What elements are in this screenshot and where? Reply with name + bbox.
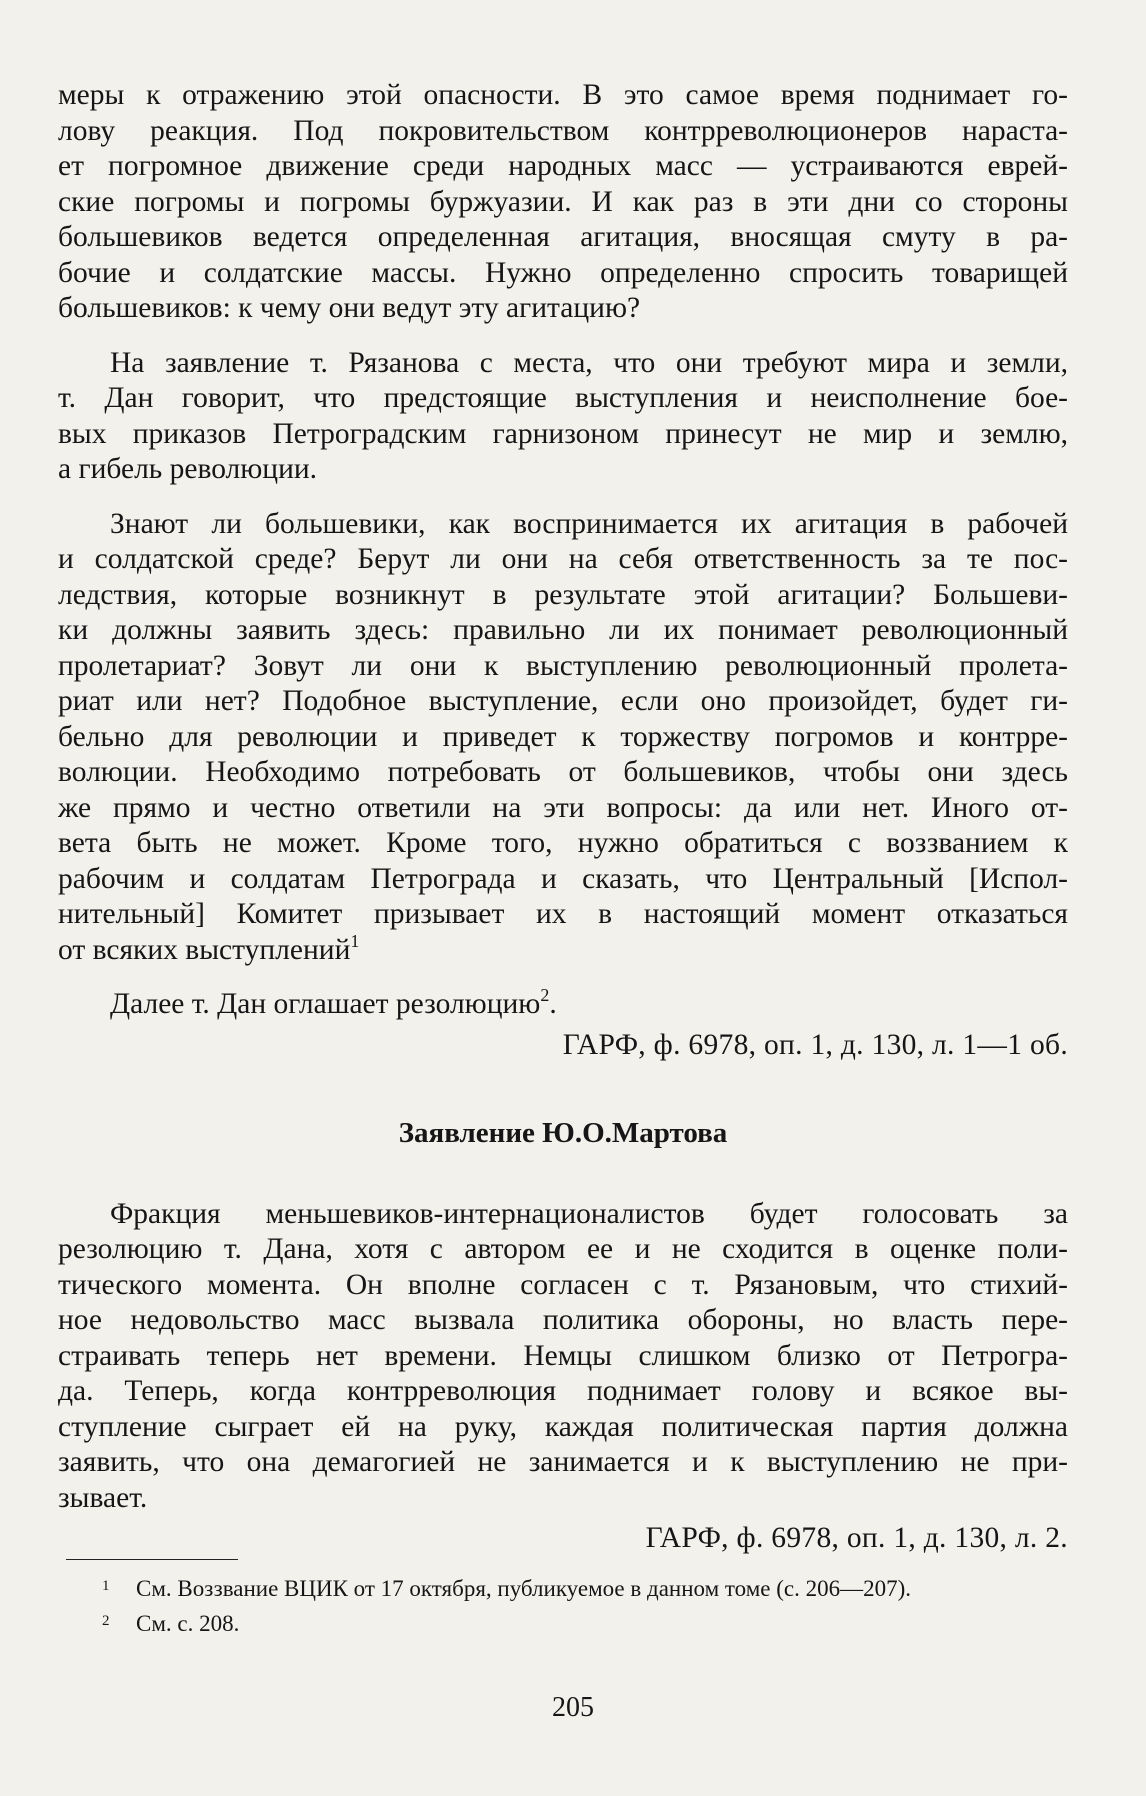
text-line: ледствия, которые возникнут в результате этой агитации? Большеви- bbox=[58, 578, 1068, 611]
text-line: и солдатской среде? Берут ли они на себя ответственность за те пос- bbox=[58, 543, 1068, 575]
paragraph-1 bbox=[58, 78, 1068, 327]
text-fragment: Далее т. Дан оглашает резолюцию bbox=[110, 988, 541, 1020]
text-line-with-footnote bbox=[58, 987, 1068, 1023]
text-line: ет погромное движение среди народных масс — устраиваются еврей- bbox=[58, 150, 1068, 182]
paragraph-5 bbox=[58, 1197, 1068, 1517]
text-line: На заявление т. Рязанова с места, что они требуют мира и земли, bbox=[110, 346, 1068, 379]
section-heading: Заявление Ю.О.Мартова bbox=[398, 1116, 728, 1149]
text-line: пролетариат? Зовут ли они к выступлению революционный пролета- bbox=[58, 649, 1068, 682]
text-fragment: от всяких выступлений bbox=[58, 933, 351, 966]
text-line: тического момента. Он вполне согласен с т. Рязановым, что стихий- bbox=[58, 1268, 1068, 1301]
paragraph-4 bbox=[58, 987, 1068, 1023]
text-line: большевиков ведется определенная агитация, вносящая смуту в ра- bbox=[58, 221, 1068, 253]
text-line: волюции. Необходимо потребовать от большевиков, чтобы они здесь bbox=[58, 756, 1068, 788]
footnote-number: 2 bbox=[102, 1613, 110, 1629]
archive-source-1: ГАРФ, ф. 6978, оп. 1, д. 130, л. 1—1 об. bbox=[562, 1028, 1068, 1061]
text-line: же прямо и честно ответили на эти вопросы: да или нет. Иного от- bbox=[58, 791, 1068, 824]
text-line: риат или нет? Подобное выступление, если оно произойдет, будет ги- bbox=[58, 685, 1068, 717]
text-line: меры к отражению этой опасности. В это самое время поднимает го- bbox=[58, 79, 1068, 111]
text-line: резолюцию т. Дана, хотя с автором ее и не сходится в оценке поли- bbox=[58, 1233, 1068, 1265]
text-line: т. Дан говорит, что предстоящие выступления и неисполнение бое- bbox=[58, 382, 1068, 414]
text-line: Фракция меньшевиков-интернационалистов будет голосовать за bbox=[110, 1197, 1068, 1230]
paragraph-2 bbox=[58, 346, 1068, 488]
text-line: большевиков: к чему они ведут эту агитацию? bbox=[58, 292, 641, 324]
text-line: вета быть не может. Кроме того, нужно обратиться с воззванием к bbox=[58, 827, 1068, 859]
text-line: ступление сыграет ей на руку, каждая политическая партия должна bbox=[58, 1410, 1068, 1443]
text-line: зывает. bbox=[58, 1481, 148, 1514]
text-line: вых приказов Петроградским гарнизоном принесут не мир и землю, bbox=[58, 417, 1068, 450]
footnote-1 bbox=[102, 1573, 1072, 1608]
text-line-with-footnote bbox=[58, 930, 1068, 969]
text-line: рабочим и солдатам Петрограда и сказать, что Центральный [Испол- bbox=[58, 862, 1068, 895]
page-number: 205 bbox=[552, 1692, 594, 1723]
text-line: бочие и солдатские массы. Нужно определенно спросить товарищей bbox=[58, 256, 1068, 289]
footnote-number: 1 bbox=[102, 1578, 110, 1594]
text-fragment: . bbox=[549, 988, 557, 1020]
footnote-text: См. с. 208. bbox=[136, 1611, 240, 1636]
footnote-divider bbox=[66, 1559, 238, 1560]
text-line: ки должны заявить здесь: правильно ли их понимает революционный bbox=[58, 614, 1068, 646]
paragraph-3 bbox=[58, 507, 1068, 969]
text-line: ские погромы и погромы буржуазии. И как раз в эти дни со стороны bbox=[58, 185, 1068, 218]
text-line: лову реакция. Под покровительством контрреволюционеров нараста- bbox=[58, 114, 1068, 147]
footnotes bbox=[102, 1573, 1072, 1643]
footnote-ref-2[interactable]: 2 bbox=[540, 985, 550, 1005]
footnote-ref-1[interactable]: 1 bbox=[350, 930, 360, 951]
text-line: бельно для революции и приведет к торжеству погромов и контрре- bbox=[58, 720, 1068, 753]
text-line: нительный] Комитет призывает их в настоящий момент отказаться bbox=[58, 898, 1068, 930]
main-text-column bbox=[58, 78, 1068, 1556]
text-line: Знают ли большевики, как воспринимается их агитация в рабочей bbox=[110, 507, 1068, 540]
text-line: ное недовольство масс вызвала политика обороны, но власть пере- bbox=[58, 1304, 1068, 1336]
footnote-2 bbox=[102, 1608, 1072, 1643]
text-line: а гибель революции. bbox=[58, 453, 318, 485]
archive-source-2: ГАРФ, ф. 6978, оп. 1, д. 130, л. 2. bbox=[645, 1522, 1068, 1554]
text-line: да. Теперь, когда контрреволюция поднимает голову и всякое вы- bbox=[58, 1375, 1068, 1407]
text-line: заявить, что она демагогией не занимается и к выступлению не при- bbox=[58, 1446, 1068, 1478]
footnote-text: См. Воззвание ВЦИК от 17 октября, публикуемое в данном томе (с. 206—207). bbox=[136, 1576, 911, 1601]
text-line: страивать теперь нет времени. Немцы слишком близко от Петрогра- bbox=[58, 1339, 1068, 1372]
